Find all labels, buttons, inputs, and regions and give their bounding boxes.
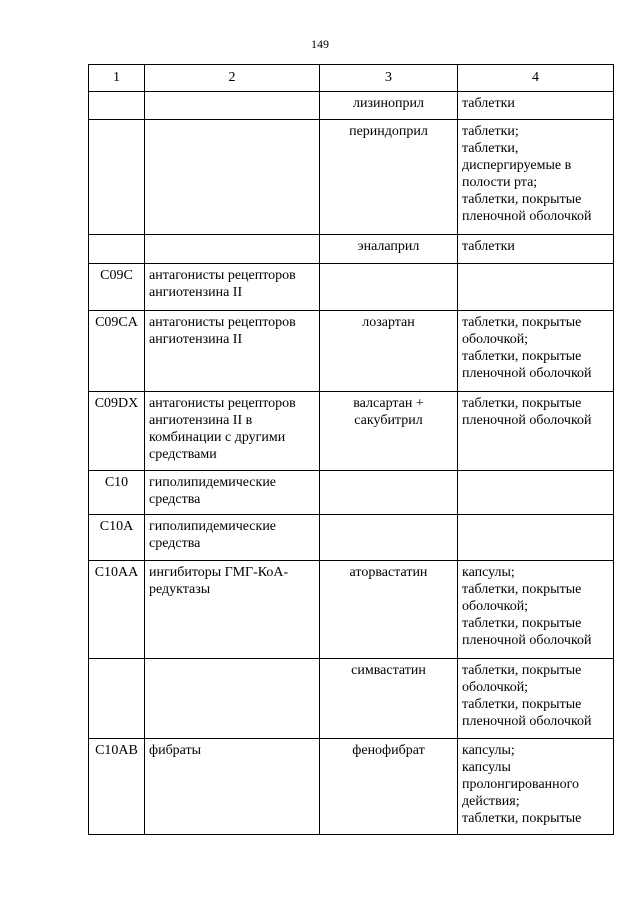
dosage-form-cell: таблетки, покрытые оболочкой; таблетки, покрытые пленочной оболочкой xyxy=(458,311,614,392)
atc-code-cell: C10A xyxy=(89,515,145,561)
atc-code-cell xyxy=(89,120,145,235)
group-cell: гиполипидемические средства xyxy=(145,515,320,561)
table-row xyxy=(89,515,614,561)
column-header: 1 xyxy=(89,65,145,92)
atc-code-cell: C09C xyxy=(89,264,145,311)
atc-code-cell xyxy=(89,235,145,264)
dosage-form-cell: таблетки xyxy=(458,235,614,264)
column-header: 2 xyxy=(145,65,320,92)
dosage-form-cell: таблетки, покрытые пленочной оболочкой xyxy=(458,392,614,471)
dosage-form-cell xyxy=(458,264,614,311)
atc-code-cell: C10 xyxy=(89,471,145,515)
substance-cell: периндоприл xyxy=(320,120,458,235)
group-cell: гиполипидемические средства xyxy=(145,471,320,515)
substance-cell xyxy=(320,264,458,311)
table-row xyxy=(89,235,614,264)
group-cell: антагонисты рецепторов ангиотензина II xyxy=(145,311,320,392)
substance-cell xyxy=(320,515,458,561)
page-number: 149 xyxy=(311,37,329,51)
table-row xyxy=(89,392,614,471)
group-cell: антагонисты рецепторов ангиотензина II xyxy=(145,264,320,311)
dosage-form-cell xyxy=(458,471,614,515)
dosage-form-cell: таблетки xyxy=(458,92,614,120)
table-row xyxy=(89,120,614,235)
table-row xyxy=(89,659,614,739)
table-row xyxy=(89,92,614,120)
atc-code-cell: C10AB xyxy=(89,739,145,835)
column-header: 3 xyxy=(320,65,458,92)
group-cell xyxy=(145,92,320,120)
table-row xyxy=(89,311,614,392)
group-cell xyxy=(145,235,320,264)
group-cell xyxy=(145,659,320,739)
table-row xyxy=(89,471,614,515)
substance-cell xyxy=(320,471,458,515)
substance-cell: аторвастатин xyxy=(320,561,458,659)
group-cell: ингибиторы ГМГ-КоА- редуктазы xyxy=(145,561,320,659)
dosage-form-cell: таблетки, покрытые оболочкой; таблетки, покрытые пленочной оболочкой xyxy=(458,659,614,739)
table-row xyxy=(89,264,614,311)
substance-cell: лозартан xyxy=(320,311,458,392)
column-header: 4 xyxy=(458,65,614,92)
dosage-form-cell: капсулы; таблетки, покрытые оболочкой; таблетки, покрытые пленочной оболочкой xyxy=(458,561,614,659)
atc-code-cell xyxy=(89,92,145,120)
drug-table xyxy=(88,64,614,835)
atc-code-cell: C10AA xyxy=(89,561,145,659)
group-cell xyxy=(145,120,320,235)
atc-code-cell: C09CA xyxy=(89,311,145,392)
substance-cell: симвастатин xyxy=(320,659,458,739)
substance-cell: лизиноприл xyxy=(320,92,458,120)
table-row xyxy=(89,739,614,835)
group-cell: антагонисты рецепторов ангиотензина II в комбинации с другими средствами xyxy=(145,392,320,471)
atc-code-cell xyxy=(89,659,145,739)
table-row xyxy=(89,561,614,659)
substance-cell: эналаприл xyxy=(320,235,458,264)
dosage-form-cell: таблетки; таблетки, диспергируемые в полости рта; таблетки, покрытые пленочной оболочкой xyxy=(458,120,614,235)
group-cell: фибраты xyxy=(145,739,320,835)
dosage-form-cell xyxy=(458,515,614,561)
substance-cell: валсартан + сакубитрил xyxy=(320,392,458,471)
atc-code-cell: C09DX xyxy=(89,392,145,471)
substance-cell: фенофибрат xyxy=(320,739,458,835)
dosage-form-cell: капсулы; капсулы пролонгированного действия; таблетки, покрытые xyxy=(458,739,614,835)
table-header-row xyxy=(89,65,614,92)
